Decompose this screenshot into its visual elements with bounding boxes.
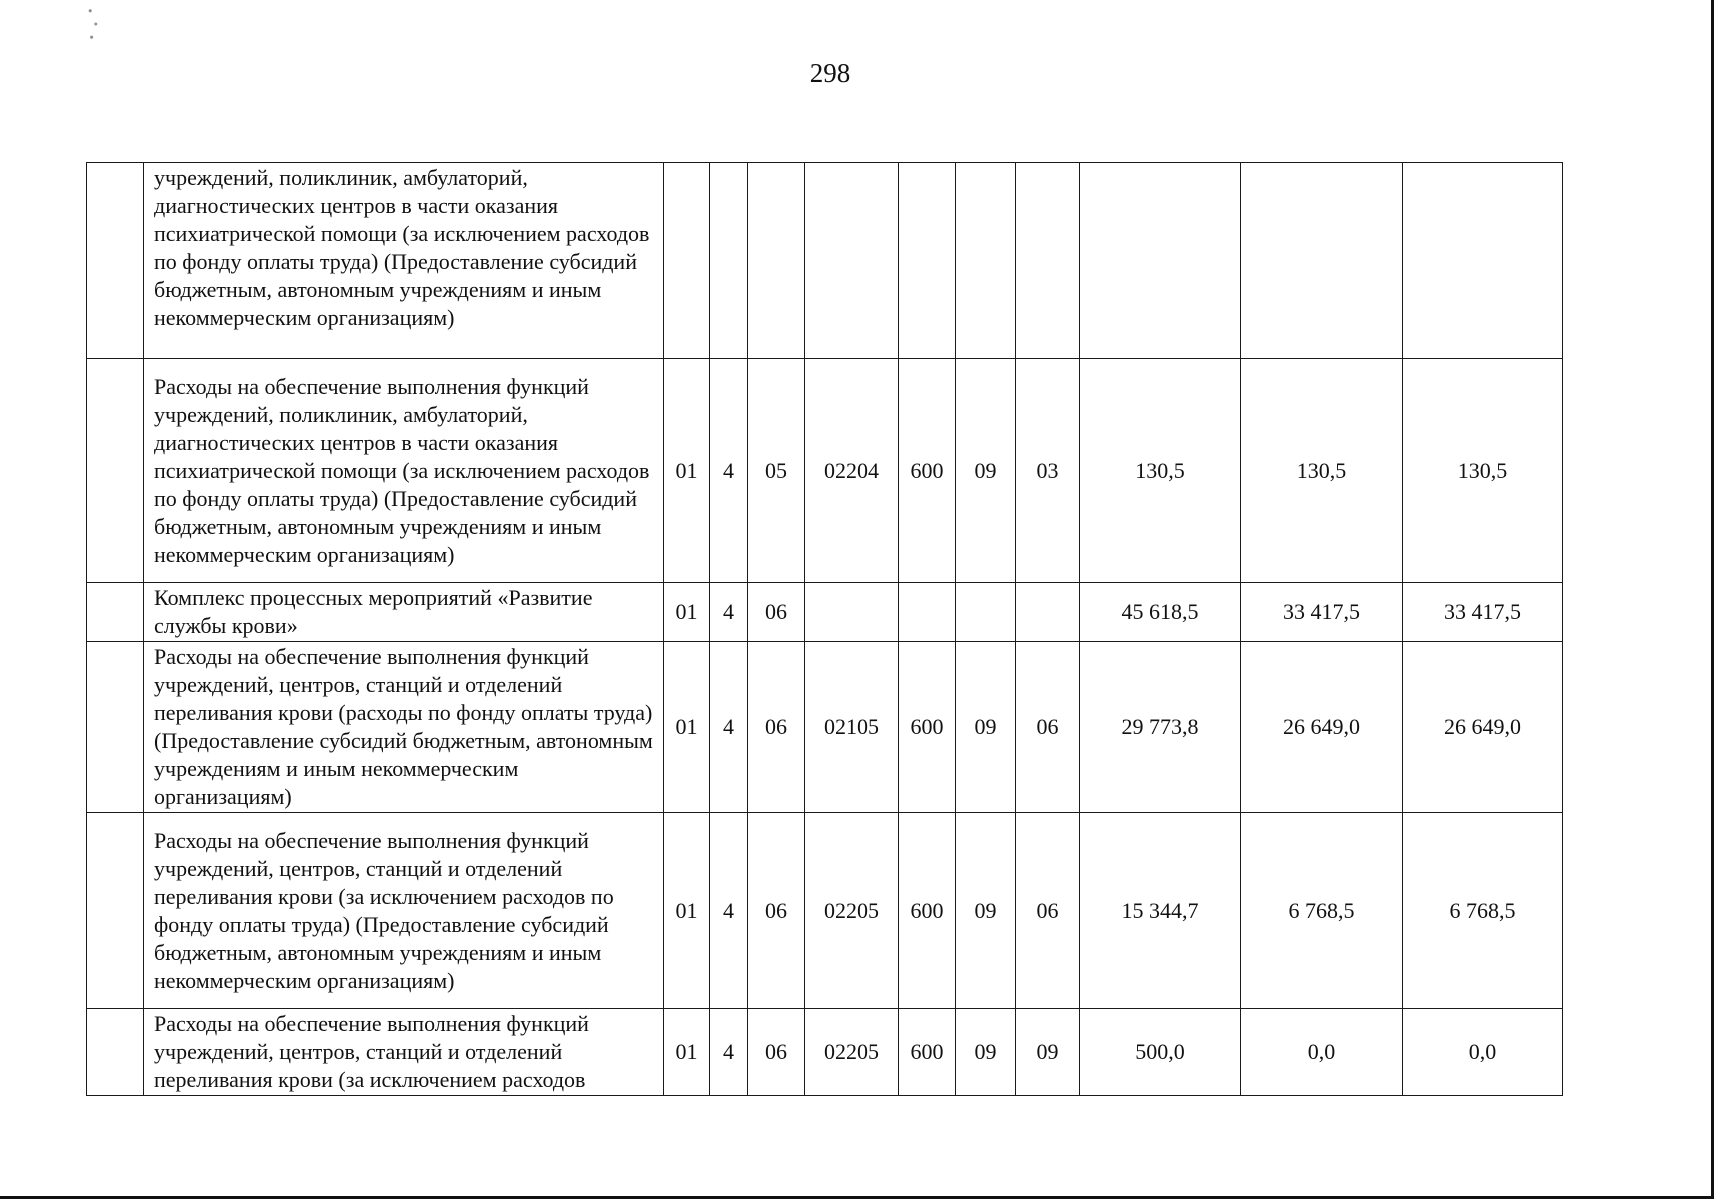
table-row [87, 359, 1563, 583]
amount-cell: 29 773,8 [1080, 642, 1241, 813]
amount-cell: 130,5 [1241, 359, 1403, 583]
code-cell: 600 [899, 1009, 956, 1096]
budget-table [86, 162, 1563, 1096]
table-row [87, 1009, 1563, 1096]
code-cell [1016, 163, 1080, 359]
code-cell: 05 [748, 359, 805, 583]
amount-cell: 45 618,5 [1080, 583, 1241, 642]
page-number: 298 [809, 58, 851, 88]
code-cell: 03 [1016, 359, 1080, 583]
code-cell: 09 [956, 813, 1016, 1009]
code-cell: 4 [710, 813, 748, 1009]
table-row [87, 583, 1563, 642]
amount-cell: 26 649,0 [1241, 642, 1403, 813]
row-number-cell [87, 642, 144, 813]
amount-cell: 33 417,5 [1241, 583, 1403, 642]
code-cell: 600 [899, 642, 956, 813]
amount-cell [1403, 163, 1563, 359]
amount-cell: 0,0 [1403, 1009, 1563, 1096]
amount-cell: 6 768,5 [1241, 813, 1403, 1009]
amount-cell: 6 768,5 [1403, 813, 1563, 1009]
description-cell: Комплекс процессных мероприятий «Развитие службы крови» [144, 583, 664, 642]
amount-cell: 130,5 [1403, 359, 1563, 583]
code-cell: 02205 [805, 1009, 899, 1096]
code-cell: 06 [1016, 642, 1080, 813]
row-number-cell [87, 583, 144, 642]
description-cell: Расходы на обеспечение выполнения функций учреждений, поликлиник, амбулаторий, диагностических центров в части оказания психиатрической помощи (за исключением расходов по фонду оплаты труда) (Предоставление субсидий бюджетным, автономным учреждениям и иным некоммерческим организациям) [144, 359, 664, 583]
scan-mark [86, 2, 100, 46]
code-cell: 09 [956, 642, 1016, 813]
amount-cell [1241, 163, 1403, 359]
description-cell: Расходы на обеспечение выполнения функций учреждений, центров, станций и отделений переливания крови (расходы по фонду оплаты труда) (Предоставление субсидий бюджетным, автономным учреждениям и иным некоммерческим организациям) [144, 642, 664, 813]
code-cell [748, 163, 805, 359]
code-cell: 4 [710, 583, 748, 642]
code-cell: 4 [710, 642, 748, 813]
code-cell: 09 [956, 359, 1016, 583]
amount-cell: 15 344,7 [1080, 813, 1241, 1009]
description-cell: Расходы на обеспечение выполнения функций учреждений, центров, станций и отделений переливания крови (за исключением расходов [144, 1009, 664, 1096]
description-cell: учреждений, поликлиник, амбулаторий, диагностических центров в части оказания психиатрической помощи (за исключением расходов по фонду оплаты труда) (Предоставление субсидий бюджетным, автономным учреждениям и иным некоммерческим организациям) [144, 163, 664, 359]
code-cell: 02205 [805, 813, 899, 1009]
table-row [87, 813, 1563, 1009]
code-cell: 06 [1016, 813, 1080, 1009]
row-number-cell [87, 813, 144, 1009]
amount-cell: 33 417,5 [1403, 583, 1563, 642]
code-cell [805, 163, 899, 359]
amount-cell: 130,5 [1080, 359, 1241, 583]
code-cell [664, 163, 710, 359]
table-row [87, 642, 1563, 813]
row-number-cell [87, 163, 144, 359]
code-cell: 01 [664, 583, 710, 642]
code-cell: 4 [710, 359, 748, 583]
code-cell [805, 583, 899, 642]
code-cell: 06 [748, 1009, 805, 1096]
code-cell: 09 [1016, 1009, 1080, 1096]
code-cell [1016, 583, 1080, 642]
code-cell: 01 [664, 1009, 710, 1096]
code-cell: 06 [748, 583, 805, 642]
code-cell [899, 163, 956, 359]
code-cell: 4 [710, 1009, 748, 1096]
code-cell: 01 [664, 359, 710, 583]
table-row [87, 163, 1563, 359]
amount-cell [1080, 163, 1241, 359]
code-cell [899, 583, 956, 642]
row-number-cell [87, 1009, 144, 1096]
code-cell: 06 [748, 813, 805, 1009]
amount-cell: 26 649,0 [1403, 642, 1563, 813]
code-cell: 02105 [805, 642, 899, 813]
code-cell: 600 [899, 813, 956, 1009]
code-cell: 09 [956, 1009, 1016, 1096]
description-cell: Расходы на обеспечение выполнения функций учреждений, центров, станций и отделений переливания крови (за исключением расходов по фонду оплаты труда) (Предоставление субсидий бюджетным, автономным учреждениям и иным некоммерческим организациям) [144, 813, 664, 1009]
row-number-cell [87, 359, 144, 583]
amount-cell: 500,0 [1080, 1009, 1241, 1096]
code-cell: 01 [664, 813, 710, 1009]
code-cell: 02204 [805, 359, 899, 583]
code-cell [710, 163, 748, 359]
code-cell: 01 [664, 642, 710, 813]
code-cell: 06 [748, 642, 805, 813]
amount-cell: 0,0 [1241, 1009, 1403, 1096]
code-cell: 600 [899, 359, 956, 583]
code-cell [956, 583, 1016, 642]
code-cell [956, 163, 1016, 359]
